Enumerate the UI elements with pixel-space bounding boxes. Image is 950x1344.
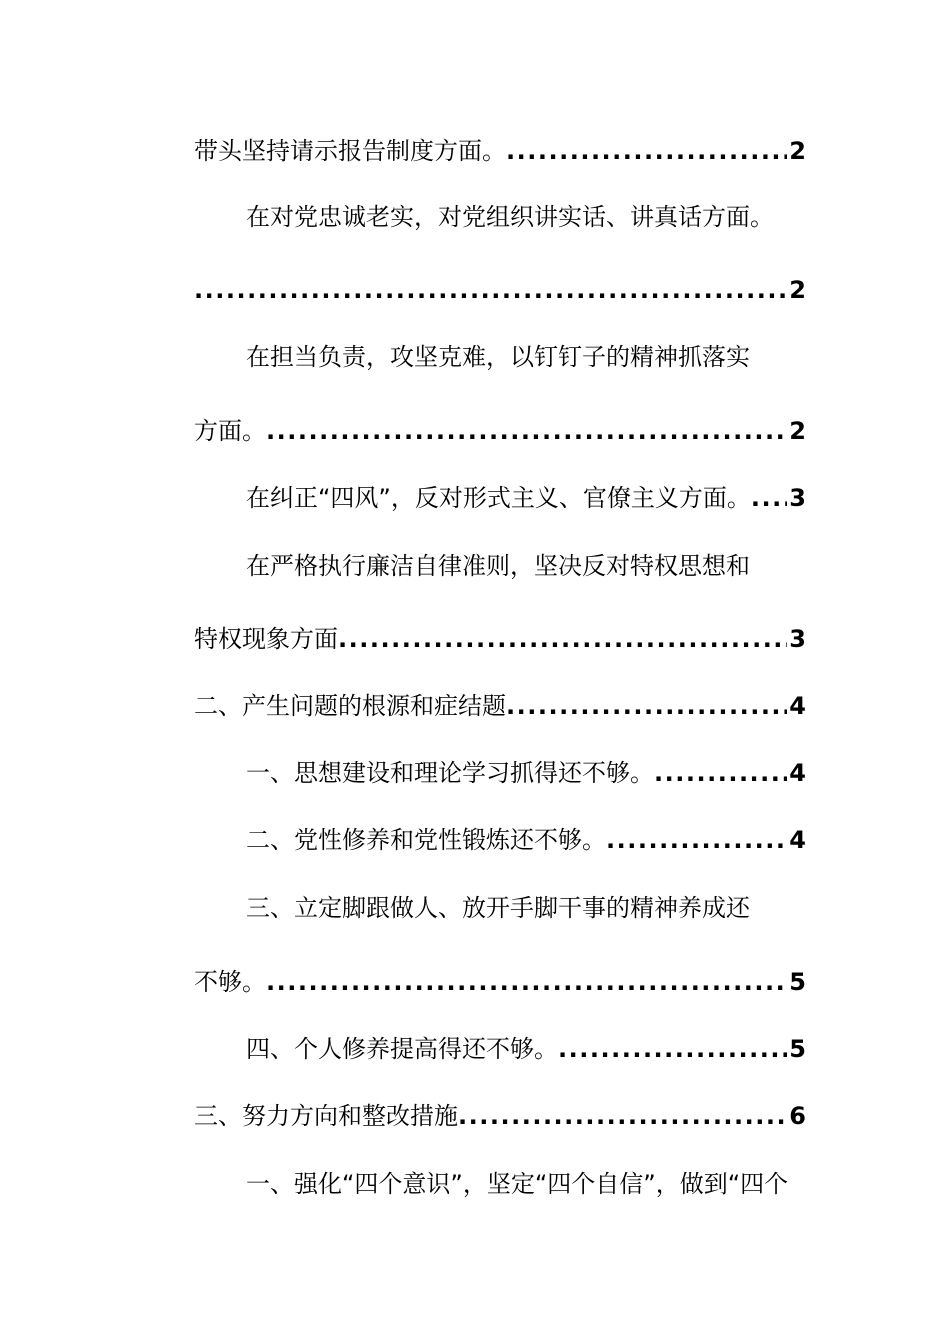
dot-leader <box>558 1029 787 1069</box>
toc-entry-label: 一、思想建设和理论学习抓得还不够。 <box>246 759 654 787</box>
toc-page-number: 6 <box>789 1102 806 1130</box>
toc-entry-label: 带头坚持请示报告制度方面。 <box>194 137 506 165</box>
dot-leader <box>506 131 787 171</box>
toc-entry[interactable] <box>194 270 806 310</box>
toc-page-number: 3 <box>789 625 806 653</box>
toc-entry[interactable] <box>194 686 806 726</box>
dot-leader <box>338 619 787 659</box>
toc-entry-label: 在纠正“四风”，反对形式主义、官僚主义方面。 <box>246 484 751 512</box>
toc-entry[interactable] <box>194 962 806 1002</box>
toc-page-number: 4 <box>789 826 806 854</box>
dot-leader <box>654 753 787 793</box>
dot-leader <box>506 686 787 726</box>
toc-entry-label: 二、产生问题的根源和症结题 <box>194 692 506 720</box>
toc-entry-label-continued: 方面。 <box>194 417 266 445</box>
toc-entry-label[interactable]: 在担当负责，攻坚克难，以钉钉子的精神抓落实 <box>246 343 750 371</box>
toc-entry-label[interactable]: 在对党忠诚老实，对党组织讲实话、讲真话方面。 <box>246 203 774 231</box>
toc-entry[interactable] <box>194 619 806 659</box>
toc-entry[interactable] <box>194 1096 806 1136</box>
toc-entry-label[interactable]: 在严格执行廉洁自律准则，坚决反对特权思想和 <box>246 552 750 580</box>
toc-page-number: 5 <box>789 1035 806 1063</box>
toc-page-number: 3 <box>789 484 806 512</box>
dot-leader <box>266 962 787 1002</box>
toc-page-number: 4 <box>789 692 806 720</box>
toc-entry-label: 四、个人修养提高得还不够。 <box>246 1035 558 1063</box>
toc-entry-label[interactable]: 三、立定脚跟做人、放开手脚干事的精神养成还 <box>246 894 750 922</box>
toc-entry[interactable] <box>246 478 806 518</box>
toc-page-number: 2 <box>789 137 806 165</box>
toc-page-number: 2 <box>789 276 806 304</box>
dot-leader <box>194 270 787 310</box>
dot-leader <box>266 411 787 451</box>
toc-entry-label-continued: 特权现象方面 <box>194 625 338 653</box>
toc-entry[interactable] <box>246 1029 806 1069</box>
dot-leader <box>606 820 787 860</box>
toc-entry-label: 二、党性修养和党性锻炼还不够。 <box>246 826 606 854</box>
dot-leader <box>458 1096 787 1136</box>
toc-entry-label[interactable]: 一、强化“四个意识”，坚定“四个自信”，做到“四个 <box>246 1170 789 1198</box>
toc-entry-label-continued: 不够。 <box>194 968 266 996</box>
toc-page-number: 5 <box>789 968 806 996</box>
toc-entry[interactable] <box>194 411 806 451</box>
toc-entry[interactable] <box>194 131 806 171</box>
toc-entry[interactable] <box>246 820 806 860</box>
toc-entry[interactable] <box>246 753 806 793</box>
dot-leader <box>751 478 787 518</box>
toc-page-number: 4 <box>789 759 806 787</box>
toc-page-number: 2 <box>789 417 806 445</box>
toc-entry-label: 三、努力方向和整改措施 <box>194 1102 458 1130</box>
